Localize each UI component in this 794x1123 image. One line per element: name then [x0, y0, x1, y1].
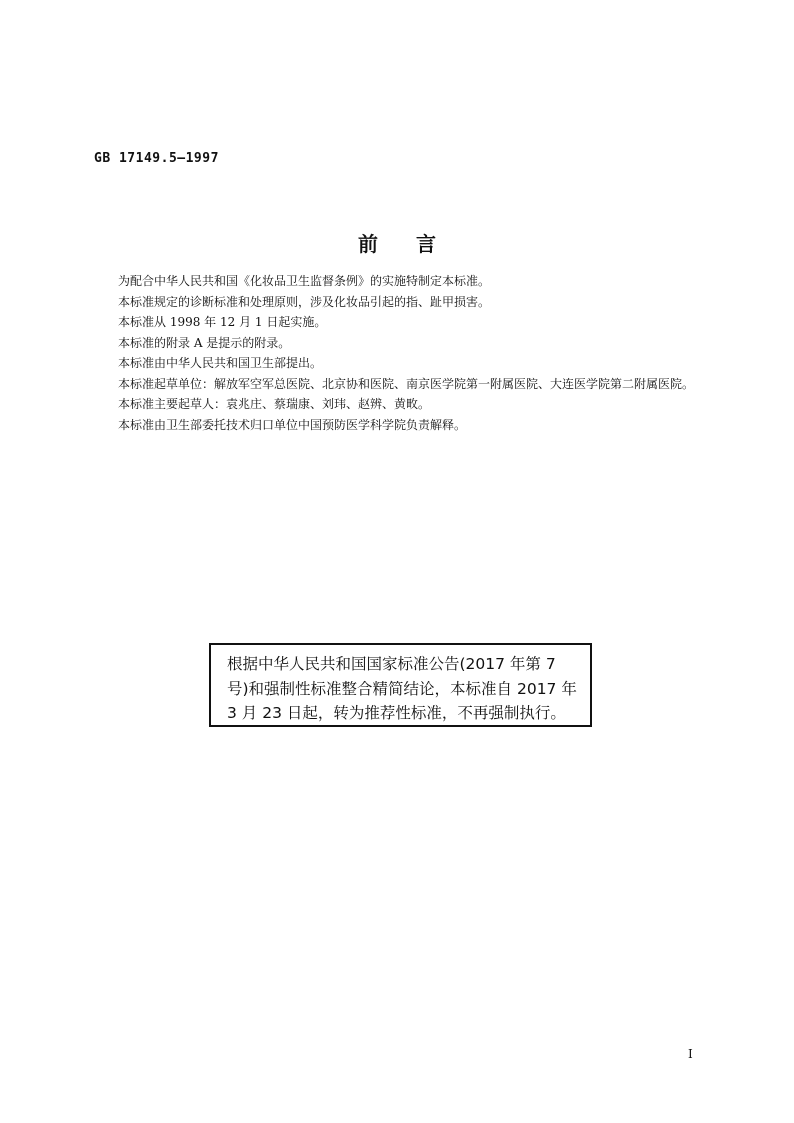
page-number: I [688, 1047, 693, 1061]
foreword-paragraph: 本标准的附录 A 是提示的附录。 [118, 335, 291, 350]
foreword-paragraph: 本标准由卫生部委托技术归口单位中国预防医学科学院负责解释。 [118, 417, 467, 432]
foreword-paragraph: 本标准规定的诊断标准和处理原则，涉及化妆品引起的指、趾甲损害。 [118, 294, 491, 309]
foreword-body [94, 271, 706, 435]
foreword-paragraph: 本标准由中华人民共和国卫生部提出。 [118, 356, 323, 370]
status-notice-box: 根据中华人民共和国国家标准公告(2017 年第 7 号)和强制性标准整合精简结论，本标准自 2017 年 3 月 23 日起，转为推荐性标准，不再强制执行。 [209, 643, 592, 727]
standard-number: GB 17149.5—1997 [94, 151, 219, 166]
foreword-paragraph: 本标准起草单位：解放军空军总医院、北京协和医院、南京医学院第一附属医院、大连医学院第二附属医院。 [118, 376, 695, 391]
foreword-paragraph: 本标准主要起草人：袁兆庄、蔡瑞康、刘玮、赵辨、黄畋。 [118, 397, 431, 411]
foreword-paragraph: 本标准从 1998 年 12 月 1 日起实施。 [118, 315, 327, 329]
foreword-paragraph: 为配合中华人民共和国《化妆品卫生监督条例》的实施特制定本标准。 [118, 274, 491, 288]
page-title: 前言 [358, 232, 474, 256]
